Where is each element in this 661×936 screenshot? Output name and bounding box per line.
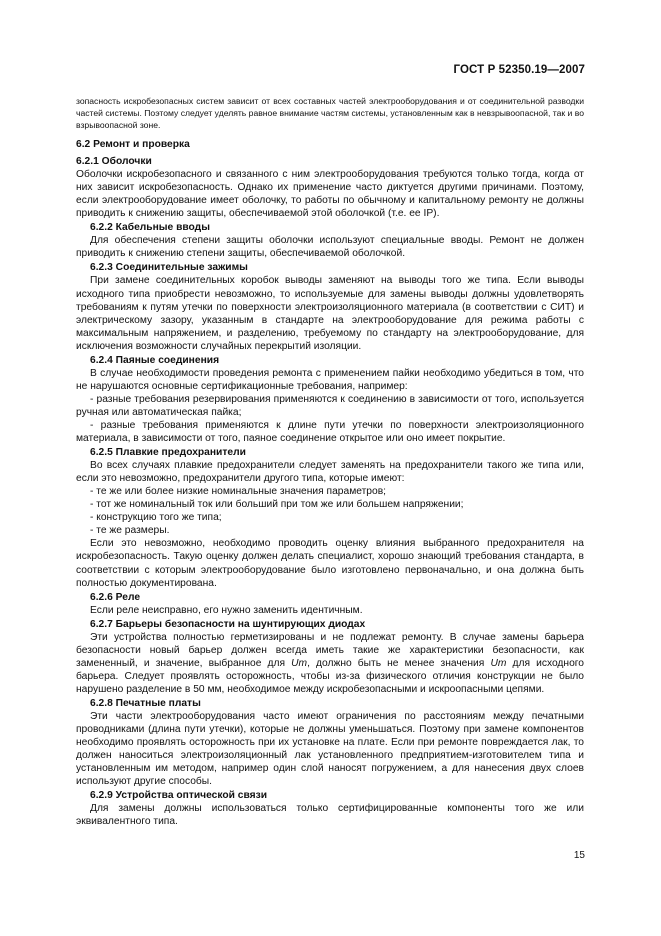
paragraph xyxy=(76,710,584,788)
paragraph-text: Во всех случаях плавкие предохранители следует заменять на предохранители такого же типа или, если это невозможно, предохранители другого типа, которые имеют: xyxy=(76,460,584,485)
subsection-heading-6-2-1 xyxy=(76,155,584,168)
paragraph-text: При замене соединительных коробок выводы заменяют на выводы того же типа. Если выводы исходного типа приобрести невозможно, то используемые для замены выводы должны удовлетворять требованиям к путям утечки по поверхности электроизоляционного материала (в соответствии с СИТ) и электрическому зазору, указанным в стандарте на электрооборудование для режима работы с максимальным напряжением, и разделению, требуемому по стандарту на электрооборудование, для исключения возможности случайных перекрытий изоляции. xyxy=(76,275,584,352)
list-item xyxy=(76,498,584,511)
paragraph-text: Если это невозможно, необходимо проводить оценку влияния выбранного предохранителя на искробезопасность. Такую оценку должен делать специалист, хорошо знающий требования стандарта, в соответствии с которым электрооборудование было изготовлено первоначально, и она должна быть полностью документирована. xyxy=(76,538,584,589)
list-item xyxy=(76,524,584,537)
paragraph-text: В случае необходимости проведения ремонта с применением пайки необходимо убедиться в том, что не нарушаются основные сертификационные требования, например: xyxy=(76,367,584,392)
list-item xyxy=(76,419,584,445)
subsection-number: 6.2.4 xyxy=(90,354,113,366)
document-code-header: ГОСТ Р 52350.19—2007 xyxy=(453,64,585,76)
paragraph xyxy=(76,367,584,393)
subsection-title: Реле xyxy=(115,591,141,603)
subsection-heading-6-2-9 xyxy=(76,789,584,802)
document-body xyxy=(76,136,584,828)
paragraph-text: Оболочки искробезопасного и связанного с ним электрооборудования требуются только тогда, когда от них зависит искробезопасность. Однако их применение часто диктуется другими причинами. Поэтому, если электрооборудование имеет оболочку, то работы по обычному и капитальному ремонту не должны приводить к снижению защиты, обеспечиваемой этой оболочкой (т.е. ее IP). xyxy=(76,169,584,220)
subsection-title: Плавкие предохранители xyxy=(115,447,246,459)
subsection-number: 6.2.1 xyxy=(76,156,99,168)
subsection-number: 6.2.3 xyxy=(90,262,113,274)
paragraph xyxy=(76,274,584,352)
subsection-heading-6-2-8 xyxy=(76,697,584,710)
um-symbol: Um xyxy=(490,657,507,669)
subsection-title: Оболочки xyxy=(101,156,152,168)
section-heading xyxy=(76,138,584,151)
paragraph xyxy=(76,604,584,617)
paragraph xyxy=(76,802,584,828)
list-item-text: - разные требования применяются к длине пути утечки по поверхности электроизоляционного материала, в зависимости от того, паяное соединение открытое или оно имеет покрытие. xyxy=(76,419,584,445)
subsection-number: 6.2.2 xyxy=(90,222,113,234)
list-item xyxy=(76,393,584,419)
subsection-number: 6.2.7 xyxy=(90,618,113,630)
subsection-number: 6.2.9 xyxy=(90,790,113,802)
subsection-title: Соединительные зажимы xyxy=(115,262,248,274)
paragraph-text: Для обеспечения степени защиты оболочки используют специальные вводы. Ремонт не должен приводить к снижению степени защиты, обеспечиваемой оболочкой. xyxy=(76,235,584,260)
section-title: Ремонт и проверка xyxy=(93,139,190,150)
list-item xyxy=(76,485,584,498)
subsection-heading-6-2-4 xyxy=(76,354,584,367)
list-item-text: - те же размеры. xyxy=(90,525,170,537)
section-number: 6.2 xyxy=(76,139,91,150)
lead-paragraph: зопасность искробезопасных систем зависит от всех составных частей электрооборудования и от соединительной разводки частей системы. Поэтому следует уделять равное внимание частям системы, установленным как в невзрывоопасной, так и во взрывоопасной зоне. xyxy=(76,96,584,131)
subsection-title: Паяные соединения xyxy=(115,354,220,366)
paragraph-text: , должно быть не менее значения xyxy=(307,657,485,669)
subsection-heading-6-2-7 xyxy=(76,618,584,631)
paragraph-text: Эти устройства полностью герметизированы и не подлежат ремонту. В случае замены барьера безопасности новый барьер должен всегда иметь такие же характеристики безопасности, как замененный, и значение, выбранное для xyxy=(76,631,584,669)
page-number: 15 xyxy=(573,850,585,861)
subsection-number: 6.2.5 xyxy=(90,447,113,459)
subsection-title: Барьеры безопасности на шунтирующих диодах xyxy=(115,618,366,630)
subsection-heading-6-2-5 xyxy=(76,446,584,459)
subsection-title: Печатные платы xyxy=(115,697,201,709)
paragraph-text: Для замены должны использоваться только сертифицированные компоненты того же или эквивалентного типа. xyxy=(76,803,584,828)
list-item xyxy=(76,511,584,524)
list-item-text: - те же или более низкие номинальные значения параметров; xyxy=(90,486,386,498)
paragraph xyxy=(76,537,584,589)
paragraph xyxy=(76,631,584,696)
subsection-heading-6-2-6 xyxy=(76,591,584,604)
um-symbol: Um xyxy=(291,657,308,669)
paragraph-text: для исходного барьера. Следует проявлять осторожность, чтобы из-за физического отличия конструкции не было нарушено разделение в 50 мм, необходимое между искробезопасными и искроопасными цепями. xyxy=(76,657,584,695)
subsection-title: Кабельные вводы xyxy=(115,222,210,234)
paragraph-text: Если реле неисправно, его нужно заменить идентичным. xyxy=(90,604,363,616)
subsection-heading-6-2-3 xyxy=(76,261,584,274)
paragraph xyxy=(76,168,584,220)
subsection-title: Устройства оптической связи xyxy=(115,790,268,802)
subsection-number: 6.2.6 xyxy=(90,591,113,603)
paragraph xyxy=(76,234,584,260)
list-item-text: - разные требования резервирования применяются к соединению в зависимости от того, используется ручная или автоматическая пайка; xyxy=(76,393,584,418)
paragraph xyxy=(76,459,584,485)
subsection-heading-6-2-2 xyxy=(76,221,584,234)
subsection-number: 6.2.8 xyxy=(90,697,113,709)
paragraph-text: Эти части электрооборудования часто имеют ограничения по расстояниям между печатными проводниками (длина пути утечки), которые не должны уменьшаться. Поэтому при замене компонентов необходимо проявлять осторожность при их установке на плате. Если при ремонте повреждается лак, то должен наноситься электроизоляционный лак установленного предприятием-изготовителем типа и установленным им методом, например один слой наносят погружением, а для нанесения двух слоев используют другие способы. xyxy=(76,711,584,788)
list-item-text: - тот же номинальный ток или больший при том же или большем напряжении; xyxy=(90,499,464,511)
list-item-text: - конструкцию того же типа; xyxy=(90,512,222,524)
